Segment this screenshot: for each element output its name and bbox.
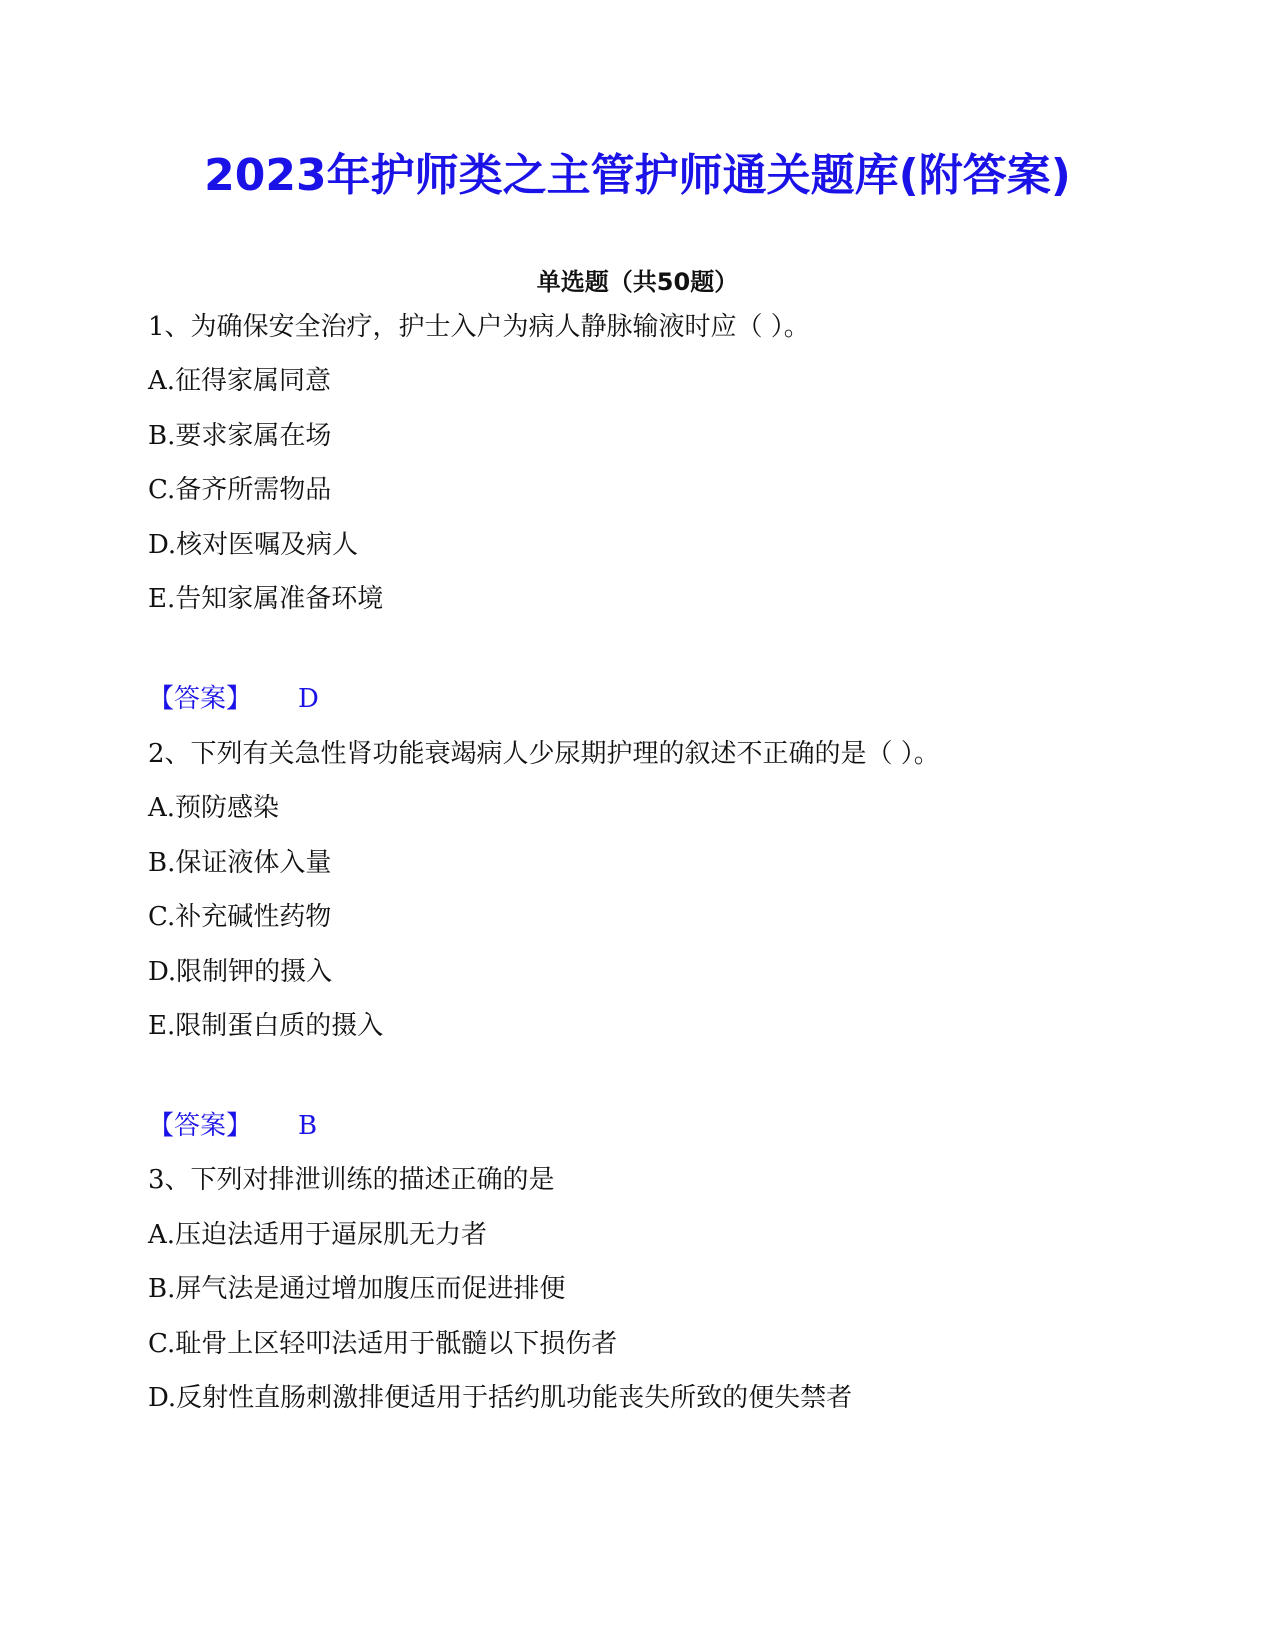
question-1-option-b: B.要求家属在场 bbox=[148, 421, 332, 451]
answer-label: 【答案】 bbox=[148, 684, 253, 714]
question-2-answer bbox=[148, 1108, 317, 1144]
question-1-option-a: A.征得家属同意 bbox=[148, 366, 332, 396]
question-2-option-a: A.预防感染 bbox=[148, 793, 280, 823]
question-3-option-a: A.压迫法适用于逼尿肌无力者 bbox=[148, 1220, 488, 1250]
answer-value: B bbox=[298, 1111, 318, 1141]
question-2-option-e: E.限制蛋白质的摄入 bbox=[148, 1011, 384, 1041]
question-2-option-b: B.保证液体入量 bbox=[148, 848, 332, 878]
answer-label: 【答案】 bbox=[148, 1111, 253, 1141]
question-1-option-c: C.备齐所需物品 bbox=[148, 475, 332, 505]
question-3-option-b: B.屏气法是通过增加腹压而促进排便 bbox=[148, 1274, 566, 1304]
section-title: 单选题（共50题） bbox=[536, 268, 739, 296]
question-2-stem: 2、下列有关急性肾功能衰竭病人少尿期护理的叙述不正确的是（ ）。 bbox=[148, 739, 940, 769]
question-1-option-d: D.核对医嘱及病人 bbox=[148, 530, 359, 560]
question-1-stem: 1、为确保安全治疗，护士入户为病人静脉输液时应（ ）。 bbox=[148, 312, 810, 342]
question-2-option-c: C.补充碱性药物 bbox=[148, 902, 332, 932]
question-1-answer bbox=[148, 681, 319, 717]
question-1-option-e: E.告知家属准备环境 bbox=[148, 584, 384, 614]
question-2-option-d: D.限制钾的摄入 bbox=[148, 957, 333, 987]
question-3-option-d: D.反射性直肠刺激排便适用于括约肌功能丧失所致的便失禁者 bbox=[148, 1383, 853, 1413]
answer-value: D bbox=[298, 684, 319, 714]
question-3-option-c: C.耻骨上区轻叩法适用于骶髓以下损伤者 bbox=[148, 1329, 618, 1359]
document-title: 2023年护师类之主管护师通关题库(附答案) bbox=[204, 150, 1071, 201]
question-3-stem: 3、下列对排泄训练的描述正确的是 bbox=[148, 1165, 555, 1195]
